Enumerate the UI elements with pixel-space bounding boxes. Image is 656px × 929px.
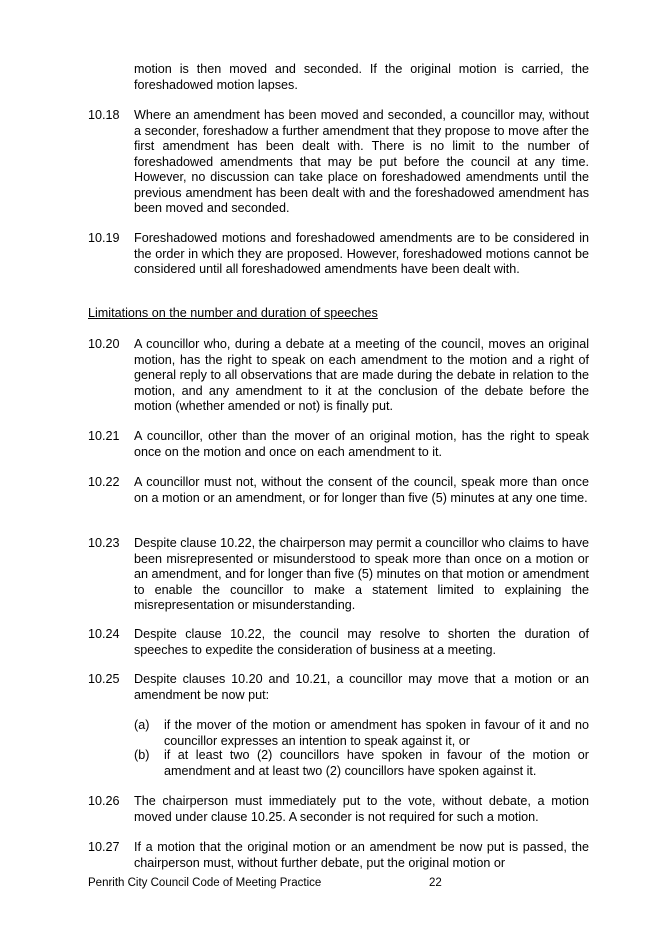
- subitem-label: (a): [134, 718, 150, 732]
- clause-10-26: [88, 794, 589, 825]
- clause-text: Despite clause 10.22, the chairperson may permit a councillor who claims to have been misrepresented or misunderstood to speak more than once on a motion or an amendment, and for longer than five (5) minutes on that motion or amendment to enable the councillor to make a statement limited to explaining the misrepresentation or misunderstanding.: [134, 536, 589, 612]
- clause-10-22: [88, 475, 589, 506]
- subitem-b: [134, 748, 589, 779]
- clause-number: 10.22: [88, 475, 120, 489]
- subitem-text: if the mover of the motion or amendment has spoken in favour of it and no councillor expresses an intention to speak against it, or: [164, 718, 589, 748]
- clause-number: 10.25: [88, 672, 120, 686]
- clause-text: Despite clause 10.22, the council may resolve to shorten the duration of speeches to expedite the consideration of business at a meeting.: [134, 627, 589, 657]
- clause-10-21: [88, 429, 589, 460]
- continuation-paragraph: motion is then moved and seconded. If the original motion is carried, the foreshadowed motion lapses.: [134, 62, 589, 92]
- clause-number: 10.23: [88, 536, 120, 550]
- clause-10-20: [88, 337, 589, 415]
- subitem-text: if at least two (2) councillors have spoken in favour of the motion or amendment and at least two (2) councillors have spoken against it.: [164, 748, 589, 778]
- clause-text: A councillor must not, without the consent of the council, speak more than once on a motion or an amendment, or for longer than five (5) minutes at any one time.: [134, 475, 589, 505]
- clause-text: Despite clauses 10.20 and 10.21, a councillor may move that a motion or an amendment be now put:: [134, 672, 589, 702]
- clause-number: 10.27: [88, 840, 120, 854]
- clause-10-18: [88, 108, 589, 217]
- subitem-label: (b): [134, 748, 150, 762]
- clause-10-24: [88, 627, 589, 658]
- clause-number: 10.19: [88, 231, 120, 245]
- clause-text: A councillor, other than the mover of an original motion, has the right to speak once on the motion and once on each amendment to it.: [134, 429, 589, 459]
- section-heading: Limitations on the number and duration of speeches: [88, 306, 378, 320]
- clause-number: 10.21: [88, 429, 120, 443]
- clause-number: 10.24: [88, 627, 120, 641]
- clause-text: If a motion that the original motion or an amendment be now put is passed, the chairperson must, without further debate, put the original motion or: [134, 840, 589, 870]
- clause-10-27: [88, 840, 589, 871]
- footer-title: Penrith City Council Code of Meeting Practice: [88, 877, 322, 889]
- clause-text: Foreshadowed motions and foreshadowed amendments are to be considered in the order in which they are proposed. However, foreshadowed motions cannot be considered until all foreshadowed amendments have been dealt with.: [134, 231, 589, 276]
- clause-number: 10.26: [88, 794, 120, 808]
- subitem-a: [134, 718, 589, 749]
- clause-10-23: [88, 536, 589, 614]
- clause-10-19: [88, 231, 589, 278]
- clause-10-25: [88, 672, 589, 703]
- clause-number: 10.20: [88, 337, 120, 351]
- clause-text: The chairperson must immediately put to the vote, without debate, a motion moved under clause 10.25. A seconder is not required for such a motion.: [134, 794, 589, 824]
- clause-text: A councillor who, during a debate at a meeting of the council, moves an original motion, has the right to speak on each amendment to the motion and a right of general reply to all observations that are made during the debate in relation to the motion, and any amendment to it at the conclusion of the debate before the motion (whether amended or not) is finally put.: [134, 337, 589, 413]
- clause-text: Where an amendment has been moved and seconded, a councillor may, without a seconder, foreshadow a further amendment that they propose to move after the first amendment has been dealt with. There is no limit to the number of foreshadowed amendments that may be put before the council at any time. However, no discussion can take place on foreshadowed amendments until the previous amendment has been dealt with and the foreshadowed amendment has been moved and seconded.: [134, 108, 589, 215]
- page-number: 22: [429, 877, 442, 889]
- clause-number: 10.18: [88, 108, 120, 122]
